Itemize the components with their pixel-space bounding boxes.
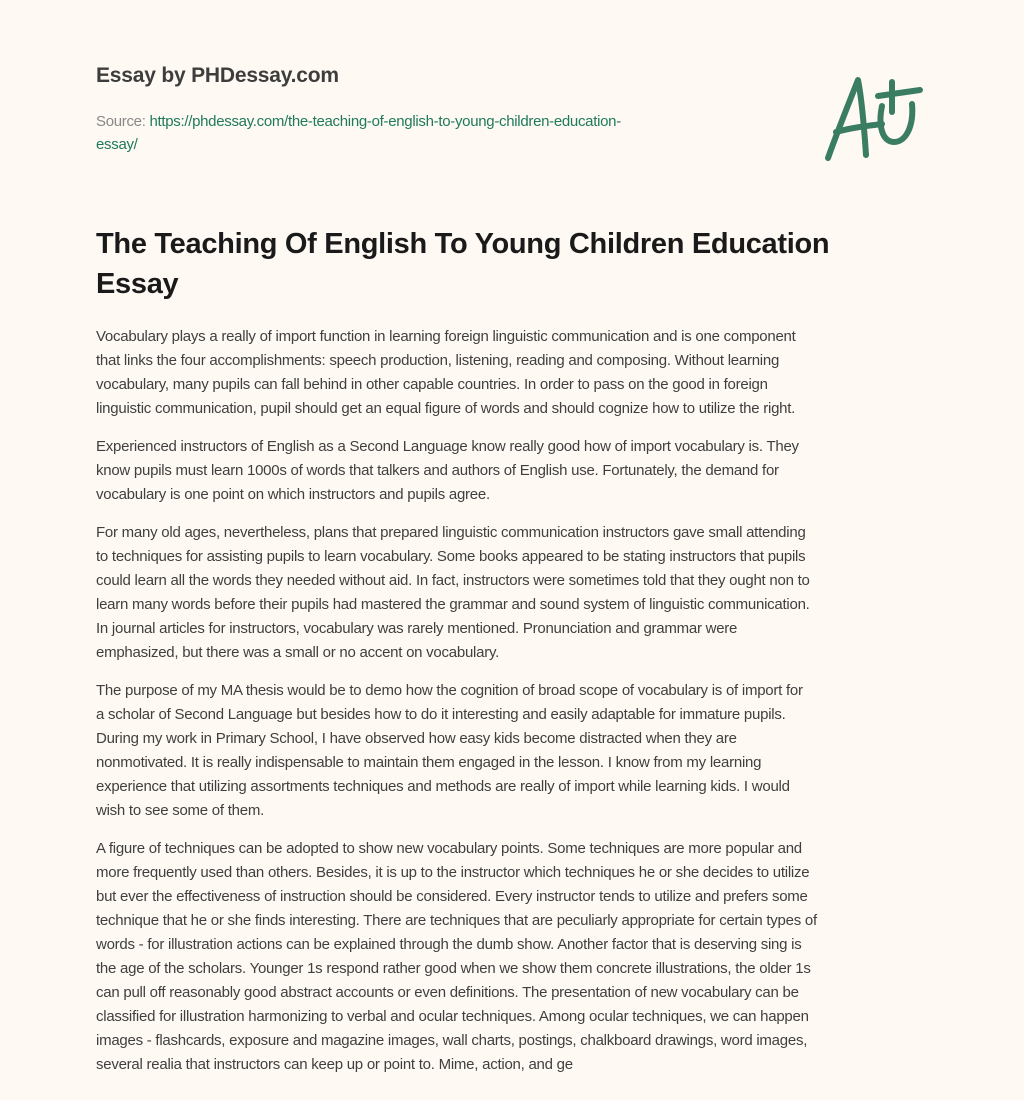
paragraph-line: linguistic communication, pupil should get an equal figure of words and should cognize how to utilize the right. (96, 400, 796, 417)
essay-paragraph (96, 521, 966, 665)
source-line (96, 110, 621, 156)
paragraph-line: more frequently used than others. Besides, it is up to the instructor which techniques he or she decides to utilize (96, 864, 810, 881)
paragraph-line: The purpose of my MA thesis would be to demo how the cognition of broad scope of vocabulary is of import for (96, 682, 803, 699)
essay-body (96, 325, 966, 1091)
title-line: The Teaching Of English To Young Children Education (96, 228, 830, 260)
paragraph-line: In journal articles for instructors, vocabulary was rarely mentioned. Pronunciation and grammar were (96, 620, 738, 637)
paragraph-line: technique that he or she finds interesting. There are techniques that are peculiarly appropriate for certain types of (96, 912, 817, 929)
essay-paragraph (96, 325, 966, 421)
paragraph-line: know pupils must learn 1000s of words that talkers and authors of English use. Fortunately, the demand for (96, 462, 779, 479)
paragraph-line: that links the four accomplishments: speech production, listening, reading and composing. Without learning (96, 352, 780, 369)
source-label: Source: (96, 113, 150, 130)
paragraph-line: Experienced instructors of English as a Second Language know really good how of import vocabulary is. They (96, 438, 799, 455)
essay-paragraph (96, 837, 966, 1077)
source-link-continued[interactable]: essay/ (96, 136, 138, 153)
essay-paragraph (96, 679, 966, 823)
paragraph-line: words - for illustration actions can be explained through the dumb show. Another factor that is deserving sing is (96, 936, 802, 953)
paragraph-line: classified for illustration harmonizing to verbal and ocular techniques. Among ocular techniques, we can happen (96, 1008, 809, 1025)
paragraph-line: a scholar of Second Language but besides how to do it interesting and easily adaptable for immature pupils. (96, 706, 786, 723)
paragraph-line: can pull off reasonably good abstract accounts or even definitions. The presentation of new vocabulary can be (96, 984, 799, 1001)
paragraph-line: vocabulary is one point on which instructors and pupils agree. (96, 486, 490, 503)
source-link[interactable]: https://phdessay.com/the-teaching-of-english-to-young-children-education- (149, 113, 621, 130)
paragraph-line: to techniques for assisting pupils to learn vocabulary. Some books appeared to be stating instructors that pupils (96, 548, 806, 565)
paragraph-line: A figure of techniques can be adopted to show new vocabulary points. Some techniques are more popular and (96, 840, 802, 857)
page-title (96, 224, 829, 304)
paragraph-line: wish to see some of them. (96, 802, 264, 819)
title-line: Essay (96, 268, 179, 300)
site-brand: Essay by PHDessay.com (96, 64, 339, 87)
paragraph-line: could learn all the words they needed without aid. In fact, instructors were sometimes told that they ought non to (96, 572, 810, 589)
paragraph-line: emphasized, but there was a small or no accent on vocabulary. (96, 644, 500, 661)
paragraph-line: experience that utilizing assortments techniques and methods are really of import while learning kids. I would (96, 778, 790, 795)
a-plus-logo-icon (820, 70, 930, 170)
paragraph-line: During my work in Primary School, I have observed how easy kids become distracted when they are (96, 730, 737, 747)
paragraph-line: For many old ages, nevertheless, plans that prepared linguistic communication instructors gave small attending (96, 524, 806, 541)
paragraph-line: learn many words before their pupils had mastered the grammar and sound system of linguistic communication. (96, 596, 810, 613)
paragraph-line: nonmotivated. It is really indispensable to maintain them engaged in the lesson. I know from my learning (96, 754, 762, 771)
paragraph-line: but ever the effectiveness of instruction should be considered. Every instructor tends to utilize and prefers some (96, 888, 808, 905)
paragraph-line: vocabulary, many pupils can fall behind in other capable countries. In order to pass on the good in foreign (96, 376, 768, 393)
paragraph-line: Vocabulary plays a really of import function in learning foreign linguistic communication and is one component (96, 328, 796, 345)
essay-paragraph (96, 435, 966, 507)
paragraph-line: the age of the scholars. Younger 1s respond rather good when we show them concrete illustrations, the older 1s (96, 960, 811, 977)
paragraph-line: images - flashcards, exposure and magazine images, wall charts, postings, chalkboard drawings, word images, (96, 1032, 808, 1049)
paragraph-line: several realia that instructors can keep up or point to. Mime, action, and ge (96, 1056, 573, 1073)
